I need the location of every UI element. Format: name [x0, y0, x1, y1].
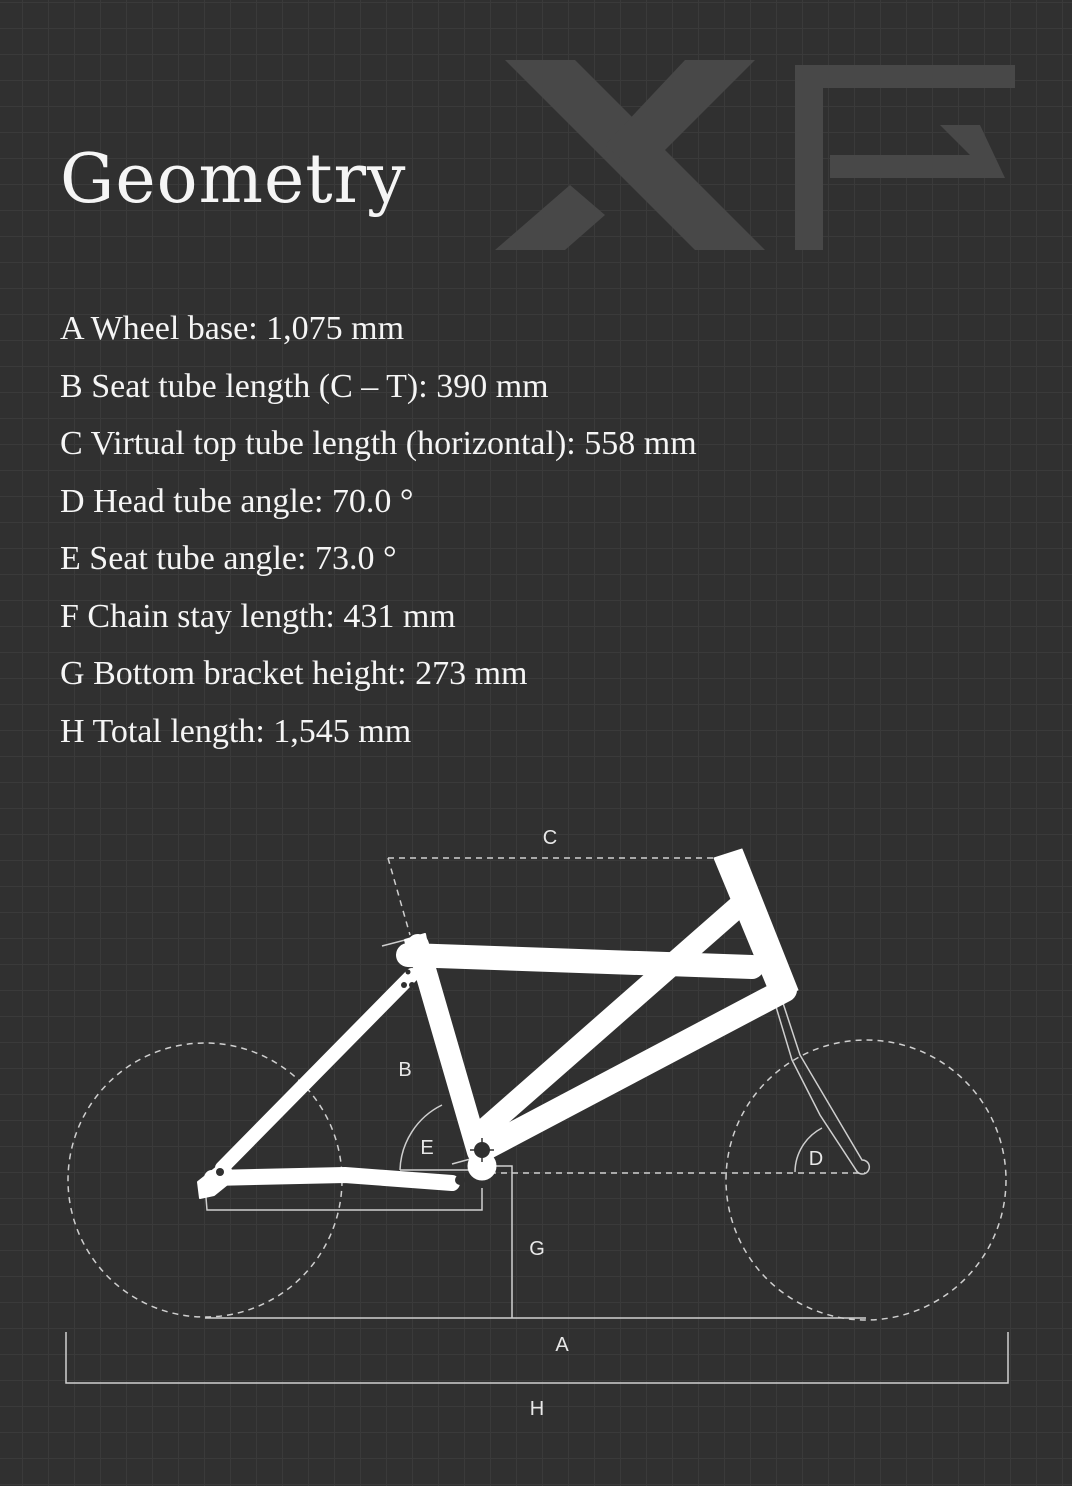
- page-title: Geometry: [60, 140, 407, 219]
- spec-item-h: H Total length: 1,545 mm: [60, 712, 412, 750]
- spec-item-b: B Seat tube length (C – T): 390 mm: [60, 367, 549, 405]
- label-c: C: [542, 827, 558, 849]
- logo-f-stem: [795, 65, 823, 250]
- top-tube: [408, 955, 752, 967]
- spec-item-e: E Seat tube angle: 73.0 °: [60, 540, 397, 577]
- seatstay-bolt-3: [406, 970, 411, 975]
- seat-stay: [222, 975, 412, 1168]
- seatstay-bolt-1: [401, 982, 407, 988]
- spec-item-d: D Head tube angle: 70.0 °: [60, 482, 414, 520]
- geometry-spec-list: [60, 300, 697, 760]
- label-a: A: [555, 1334, 569, 1356]
- label-e: E: [420, 1137, 434, 1159]
- chain-stay: [212, 1175, 452, 1183]
- spec-item-g: G Bottom bracket height: 273 mm: [60, 655, 528, 692]
- chainstay-hole: [455, 1175, 465, 1185]
- down-tube: [478, 905, 740, 1135]
- rear-axle-hole: [216, 1168, 224, 1176]
- logo-f-mid: [830, 125, 1005, 178]
- dim-g-line: [488, 1166, 512, 1318]
- down-tube-lower: [482, 990, 785, 1150]
- front-wheel-outline: [726, 1040, 1006, 1320]
- logo-f-top: [795, 65, 1015, 88]
- label-b: B: [398, 1059, 412, 1081]
- spec-item-a: A Wheel base: 1,075 mm: [60, 310, 405, 347]
- spec-item-c: C Virtual top tube length (horizontal): 558 mm: [60, 425, 697, 462]
- frame-geometry-diagram: [0, 780, 1072, 1486]
- seatstay-bolt-2: [409, 982, 415, 988]
- seat-tube: [418, 945, 478, 1152]
- label-d: D: [808, 1148, 824, 1170]
- logo-x-stroke-3: [495, 185, 605, 250]
- xf-logo: [490, 60, 1020, 255]
- dim-c-seat-extension: [388, 858, 410, 935]
- spec-item-f: F Chain stay length: 431 mm: [60, 597, 456, 635]
- label-g: G: [529, 1238, 545, 1260]
- label-h: H: [529, 1398, 545, 1420]
- dim-h-bracket: [66, 1332, 1008, 1383]
